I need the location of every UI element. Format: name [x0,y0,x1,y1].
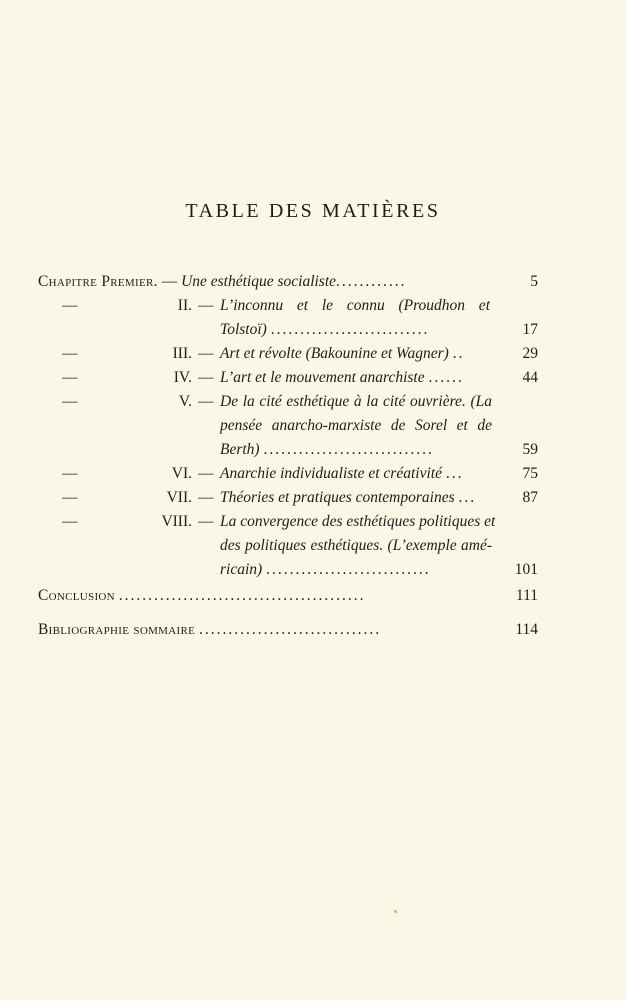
chapter-number: IV. [173,369,192,386]
page-number: 114 [515,621,538,638]
page-number: 29 [522,345,538,362]
separator-dash: — [198,489,214,506]
chapter-number: VI. [171,465,192,482]
leader-dots: .......................................... [118,587,366,604]
ditto-dash: — [62,513,78,530]
paper-speck [394,910,397,913]
separator-dash: — [198,393,214,410]
leader-dots: ............ [336,273,407,290]
chapter-number: VII. [166,489,192,506]
title-line: Théories et pratiques contemporaines ... [220,489,477,506]
chapter-title [220,390,492,462]
section-label: Bibliographie sommaire [38,621,196,638]
leader-dots: ... [445,465,464,482]
leader-dots: ............................. [263,441,434,458]
leader-dots: ........................... [270,321,430,338]
chapter-title [220,486,500,510]
title-line: des politiques esthétiques. (L’exemple amé- [220,537,492,554]
toc-entry-chapter-1 [38,270,538,294]
chapter-number: VIII. [161,513,192,530]
page-number: 101 [514,561,538,578]
leader-dots: .. [452,345,465,362]
separator-dash: — [198,345,214,362]
title-line: Berth) ............................. [220,441,434,458]
ditto-dash: — [62,297,78,314]
separator-dash: — [161,273,178,290]
title-line: De la cité esthétique à la cité ouvrière. (La [220,393,492,410]
title-line: ricain) ............................ [220,561,431,578]
chapter-title [220,366,500,390]
ditto-dash: — [62,489,78,506]
toc-entry-conclusion [38,584,538,608]
leader-dots: ...... [428,369,464,386]
leader-dots: ... [458,489,477,506]
chapter-label: Chapitre Premier. [38,273,158,290]
separator-dash: — [198,465,214,482]
chapter-title [220,510,496,582]
leader-dots: ............................... [198,621,382,638]
chapter-number: III. [172,345,192,362]
title-line: La convergence des esthétiques politiques et [220,513,496,530]
chapter-title [220,462,500,486]
separator-dash: — [198,513,214,530]
chapter-title [220,294,490,342]
chapter-title [220,342,500,366]
ditto-dash: — [62,465,78,482]
separator-dash: — [198,369,214,386]
separator-dash: — [198,297,214,314]
page-number: 44 [522,369,538,386]
page-number: 75 [522,465,538,482]
leader-dots: ............................ [266,561,431,578]
page-number: 59 [522,441,538,458]
title-line: Tolstoï) ........................... [220,321,430,338]
chapter-title: Une esthétique socialiste [181,273,337,290]
chapter-number: II. [177,297,192,314]
page-title: TABLE DES MATIÈRES [185,200,441,222]
title-line: pensée anarcho-marxiste de Sorel et de [220,417,492,434]
title-line: L’inconnu et le connu (Proudhon et [220,297,490,314]
ditto-dash: — [62,345,78,362]
ditto-dash: — [62,369,78,386]
title-line: Anarchie individualiste et créativité ... [220,465,464,482]
title-line: L’art et le mouvement anarchiste ...... [220,369,464,386]
page-number: 17 [522,321,538,338]
ditto-dash: — [62,393,78,410]
title-line: Art et révolte (Bakounine et Wagner) .. [220,345,465,362]
page-number: 87 [522,489,538,506]
toc-entry-bibliography [38,618,538,642]
page-number: 111 [515,587,538,604]
chapter-number: V. [178,393,192,410]
page-number: 5 [530,273,538,290]
section-label: Conclusion [38,587,115,604]
